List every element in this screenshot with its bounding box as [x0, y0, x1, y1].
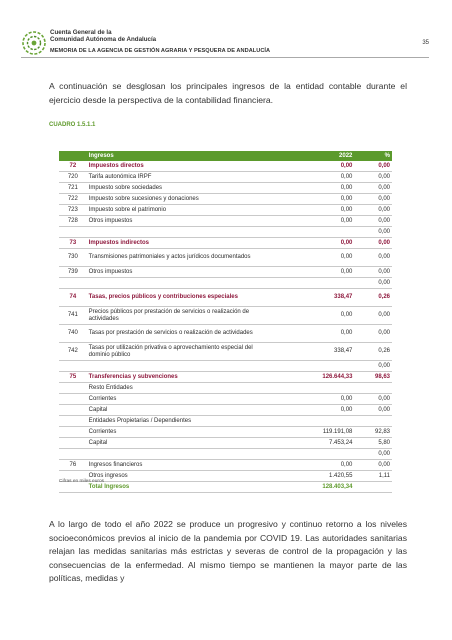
- row-value: [264, 416, 355, 427]
- page-number: 35: [422, 40, 429, 46]
- row-value: [264, 278, 355, 289]
- row-value: [264, 361, 355, 372]
- table-row: [59, 227, 392, 238]
- row-description: Precios públicos por prestación de servicios o realización de actividades: [87, 307, 264, 325]
- header-ingresos: Ingresos: [87, 151, 264, 161]
- row-description: Otros impuestos: [87, 267, 264, 278]
- row-percent: 0,00: [354, 405, 392, 416]
- row-code: [59, 416, 87, 427]
- row-percent: 0,00: [354, 205, 392, 216]
- row-code: 74: [59, 289, 87, 307]
- row-code: [59, 383, 87, 394]
- table-row: [59, 278, 392, 289]
- row-percent: 0,00: [354, 361, 392, 372]
- row-value: 338,47: [264, 289, 355, 307]
- row-description: Tasas por prestación de servicios o realización de actividades: [87, 325, 264, 343]
- row-code: 741: [59, 307, 87, 325]
- row-description: Capital: [87, 405, 264, 416]
- table-row: [59, 482, 392, 493]
- header-org-line2: Comunidad Autónoma de Andalucía: [50, 36, 157, 44]
- header-memoria-title: MEMORIA DE LA AGENCIA DE GESTIÓN AGRARIA Y PESQUERA DE ANDALUCÍA: [50, 48, 271, 54]
- table-row: [59, 361, 392, 372]
- row-code: [59, 449, 87, 460]
- row-value: 128.403,34: [264, 482, 355, 493]
- row-description: Impuestos directos: [87, 161, 264, 172]
- row-value: 0,00: [264, 267, 355, 278]
- row-value: 0,00: [264, 238, 355, 249]
- row-value: 0,00: [264, 183, 355, 194]
- row-percent: 0,26: [354, 343, 392, 361]
- row-percent: [354, 416, 392, 427]
- row-value: [264, 449, 355, 460]
- table-row: [59, 205, 392, 216]
- row-value: 0,00: [264, 172, 355, 183]
- row-percent: 92,83: [354, 427, 392, 438]
- row-value: 0,00: [264, 460, 355, 471]
- row-value: 338,47: [264, 343, 355, 361]
- row-code: 73: [59, 238, 87, 249]
- row-value: [264, 227, 355, 238]
- table-row: [59, 471, 392, 482]
- row-percent: 0,00: [354, 394, 392, 405]
- row-code: 72: [59, 161, 87, 172]
- row-code: 721: [59, 183, 87, 194]
- row-code: 740: [59, 325, 87, 343]
- header-divider: [21, 57, 429, 58]
- table-row: [59, 394, 392, 405]
- row-code: 728: [59, 216, 87, 227]
- row-code: [59, 227, 87, 238]
- row-description: Entidades Propietarias / Dependientes: [87, 416, 264, 427]
- header-percent: %: [354, 151, 392, 161]
- row-description: Tarifa autonómica IRPF: [87, 172, 264, 183]
- table-row: [59, 249, 392, 267]
- row-description: Total Ingresos: [87, 482, 264, 493]
- table-row: [59, 405, 392, 416]
- table-row: [59, 449, 392, 460]
- row-code: 75: [59, 372, 87, 383]
- row-description: Ingresos financieros: [87, 460, 264, 471]
- table-footnote: Cifras en miles euros: [59, 479, 105, 484]
- row-percent: 1,11: [354, 471, 392, 482]
- table-row: [59, 343, 392, 361]
- row-code: [59, 405, 87, 416]
- row-percent: 5,80: [354, 438, 392, 449]
- row-description: Otros impuestos: [87, 216, 264, 227]
- header-org-line1: Cuenta General de la: [50, 29, 112, 36]
- intro-paragraph: A continuación se desglosan los principales ingresos de la entidad contable durante el ejercicio desde la perspectiva de la contabilidad financiera.: [49, 81, 407, 105]
- table-row: [59, 161, 392, 172]
- row-percent: 0,00: [354, 325, 392, 343]
- row-code: [59, 427, 87, 438]
- table-row: [59, 383, 392, 394]
- row-percent: 0,00: [354, 194, 392, 205]
- row-percent: 0,00: [354, 249, 392, 267]
- row-code: 720: [59, 172, 87, 183]
- row-value: 1.420,55: [264, 471, 355, 482]
- table-row: [59, 289, 392, 307]
- row-percent: 0,26: [354, 289, 392, 307]
- table-row: [59, 427, 392, 438]
- row-description: Resto Entidades: [87, 383, 264, 394]
- table-row: [59, 438, 392, 449]
- row-code: [59, 278, 87, 289]
- row-percent: 0,00: [354, 183, 392, 194]
- row-percent: 0,00: [354, 172, 392, 183]
- row-percent: 0,00: [354, 267, 392, 278]
- row-percent: 0,00: [354, 227, 392, 238]
- table-row: [59, 194, 392, 205]
- row-description: Impuesto sobre el patrimonio: [87, 205, 264, 216]
- row-percent: 0,00: [354, 278, 392, 289]
- row-value: 0,00: [264, 249, 355, 267]
- row-value: 0,00: [264, 205, 355, 216]
- row-description: Tasas, precios públicos y contribuciones especiales: [87, 289, 264, 307]
- row-code: 722: [59, 194, 87, 205]
- header-year: 2022: [264, 151, 355, 161]
- row-value: [264, 383, 355, 394]
- row-description: Impuesto sobre sucesiones y donaciones: [87, 194, 264, 205]
- body-paragraph: A lo largo de todo el año 2022 se produce un progresivo y continuo retorno a los niveles socioeconómicos previos al inicio de la pandemia por COVID 19. Las autoridades sanitarias relajan las medidas sanitarias más estrictas y severas de control de la propagación y las consecuencias de la enfermedad. Al mismo tiempo se mantienen la mayor parte de las políticas, medidas y: [49, 519, 407, 584]
- row-description: Tasas por utilización privativa o aprovechamiento especial del dominio público: [87, 343, 264, 361]
- row-description: Transferencias y subvenciones: [87, 372, 264, 383]
- row-description: [87, 361, 264, 372]
- row-value: 0,00: [264, 405, 355, 416]
- row-code: 739: [59, 267, 87, 278]
- row-code: 742: [59, 343, 87, 361]
- row-code: 730: [59, 249, 87, 267]
- row-value: 126.644,33: [264, 372, 355, 383]
- row-description: [87, 227, 264, 238]
- row-description: Impuesto sobre sociedades: [87, 183, 264, 194]
- row-percent: 98,63: [354, 372, 392, 383]
- row-code: 723: [59, 205, 87, 216]
- table-header-row: [59, 151, 392, 161]
- row-code: [59, 438, 87, 449]
- ingresos-table: [59, 151, 392, 493]
- row-percent: [354, 383, 392, 394]
- cuadro-label: CUADRO 1.5.1.1: [49, 122, 96, 128]
- row-value: 0,00: [264, 325, 355, 343]
- table-row: [59, 238, 392, 249]
- junta-andalucia-logo: [21, 30, 47, 56]
- row-value: 0,00: [264, 161, 355, 172]
- row-description: Otros ingresos: [87, 471, 264, 482]
- table-row: [59, 460, 392, 471]
- table-row: [59, 183, 392, 194]
- row-value: 7.453,24: [264, 438, 355, 449]
- row-percent: 0,00: [354, 161, 392, 172]
- table-row: [59, 172, 392, 183]
- row-code: [59, 361, 87, 372]
- row-description: Capital: [87, 438, 264, 449]
- row-value: 0,00: [264, 307, 355, 325]
- row-code: 76: [59, 460, 87, 471]
- header-organization: [50, 29, 156, 44]
- table-row: [59, 372, 392, 383]
- row-percent: 0,00: [354, 216, 392, 227]
- row-description: Transmisiones patrimoniales y actos jurídicos documentados: [87, 249, 264, 267]
- row-percent: 0,00: [354, 307, 392, 325]
- row-description: [87, 449, 264, 460]
- header-code: [59, 151, 87, 161]
- row-code: [59, 394, 87, 405]
- row-value: 119.191,08: [264, 427, 355, 438]
- table-row: [59, 267, 392, 278]
- table-row: [59, 325, 392, 343]
- row-percent: 0,00: [354, 238, 392, 249]
- row-percent: [354, 482, 392, 493]
- row-description: Corrientes: [87, 394, 264, 405]
- row-description: [87, 278, 264, 289]
- row-value: 0,00: [264, 194, 355, 205]
- row-value: 0,00: [264, 394, 355, 405]
- table-row: [59, 416, 392, 427]
- row-description: Impuestos indirectos: [87, 238, 264, 249]
- row-value: 0,00: [264, 216, 355, 227]
- table-row: [59, 216, 392, 227]
- row-description: Corrientes: [87, 427, 264, 438]
- row-percent: 0,00: [354, 460, 392, 471]
- table-row: [59, 307, 392, 325]
- row-percent: 0,00: [354, 449, 392, 460]
